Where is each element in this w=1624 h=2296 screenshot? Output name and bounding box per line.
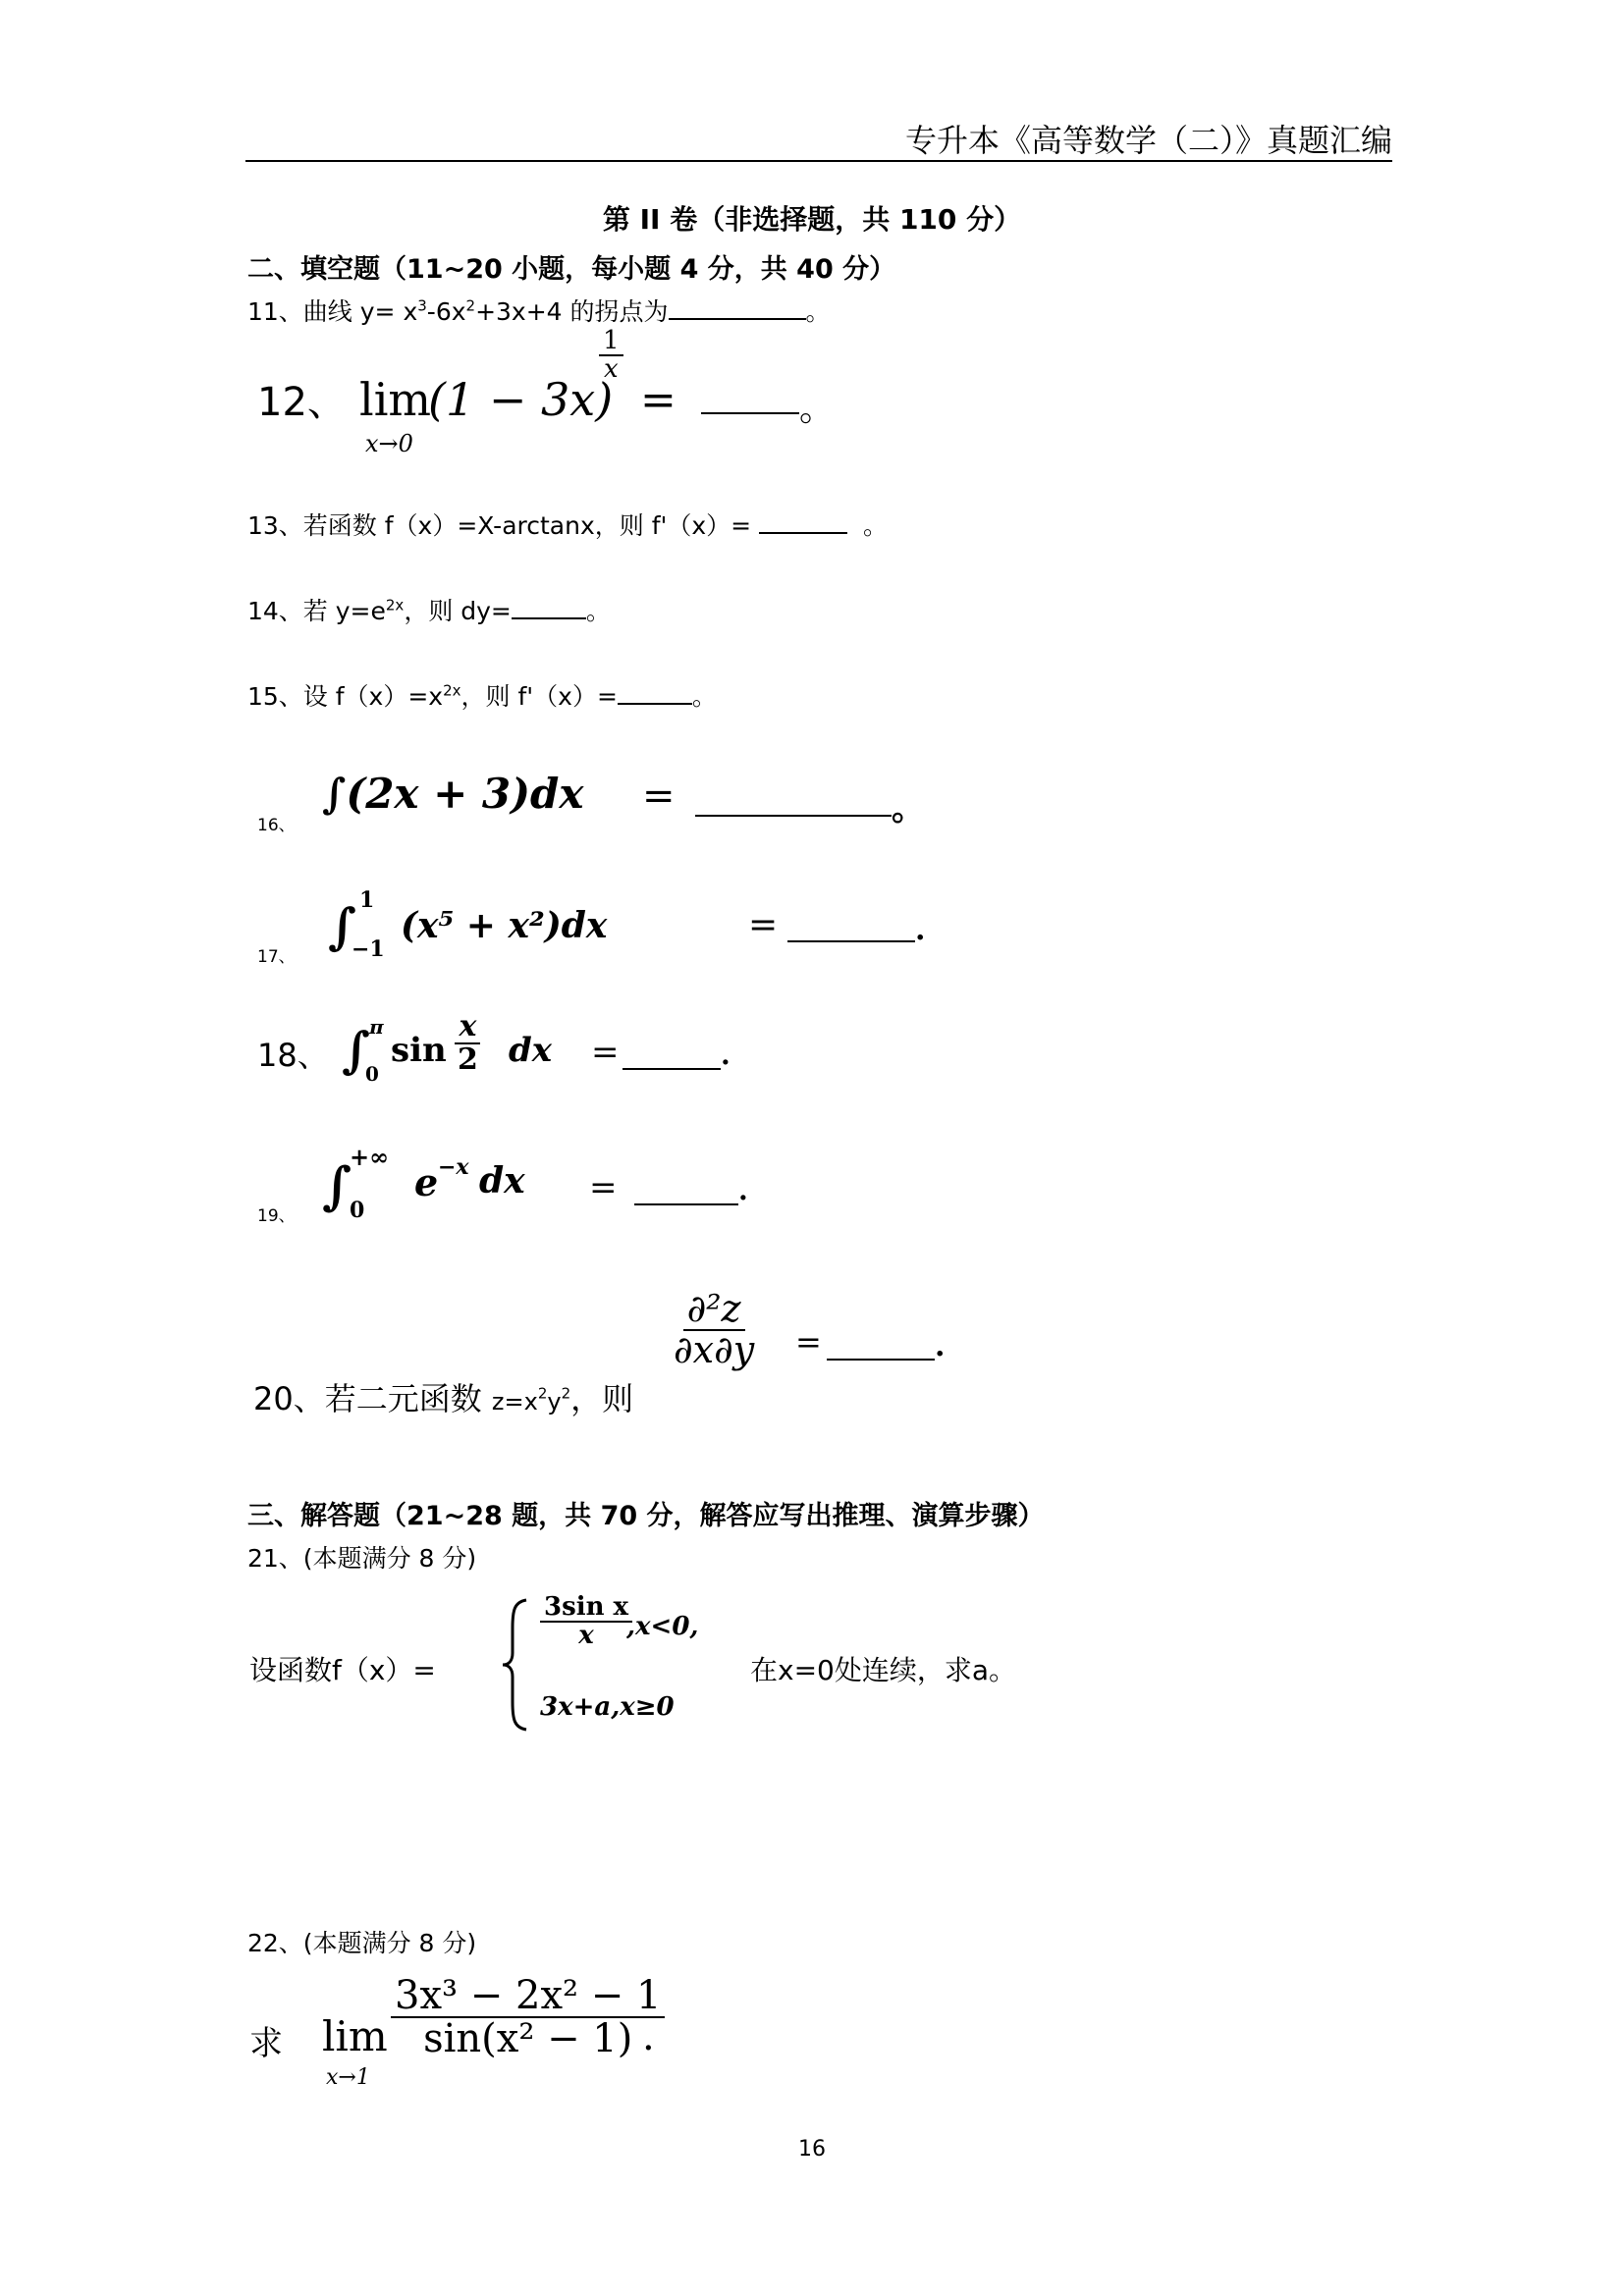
limit-subscript: x→1 <box>326 2065 370 2090</box>
answer-blank-17[interactable] <box>787 917 915 942</box>
question-17: 17、 ∫ 1 −1 (x⁵ + x²)dx = . <box>257 887 926 967</box>
section2-heading: 二、填空题（11~20 小题，每小题 4 分，共 40 分） <box>247 254 896 285</box>
exponent-fraction: $\frac{1}{x}$ <box>599 328 623 384</box>
limit-symbol: lim <box>359 373 432 426</box>
question-15: 15、设 $f(x)=x^{2x}$，则 f'（x）= 。 <box>247 677 717 713</box>
answer-blank-12[interactable] <box>701 389 799 414</box>
question-13: 13、若函数 f（x）=X-arctanx，则 f'（x）= 。 <box>247 507 888 542</box>
answer-blank-20[interactable] <box>827 1335 935 1361</box>
question-14: 14、若 $y=e^{2x}$，则 dy= 。 <box>247 592 611 627</box>
integral-expression: (x⁵ + x²)dx <box>401 905 608 946</box>
question-18: 18、 ∫ π 0 sin $\frac{x}{2}$ dx = . <box>257 1009 731 1086</box>
answer-blank-13[interactable] <box>759 508 847 534</box>
question-19: 19、 ∫ +∞ 0 e −x dx = . <box>257 1143 748 1226</box>
answer-blank-18[interactable] <box>623 1044 721 1070</box>
answer-blank-15[interactable] <box>618 679 692 705</box>
integral-sign: ∫ <box>342 1021 370 1079</box>
page-number: 16 <box>798 2137 826 2162</box>
partial-derivative-fraction: $\frac{\text{∂²z}}{\partial x\partial y}$ <box>674 1287 755 1371</box>
left-brace <box>501 1598 530 1732</box>
question-11: 11、曲线 $y= x^3-6x^2+3x+4$ 的拐点为 。 <box>247 293 831 328</box>
answer-blank-11[interactable] <box>669 294 806 320</box>
question-21-label: 21、(本题满分 8 分) <box>247 1544 477 1573</box>
answer-blank-14[interactable] <box>512 594 586 619</box>
question-12-label: 12、 <box>257 380 347 425</box>
equals-sign: = <box>640 375 677 425</box>
question-12: 12、 lim x→0 (1 − 3x) $\frac{1}{x}$ = 。 <box>257 326 836 457</box>
part-title: 第 II 卷（非选择题，共 110 分） <box>602 203 1022 236</box>
integral-expression: ∫(2x + 3)dx <box>322 770 584 818</box>
question-21: 设函数f（x）= $\frac{\text{3sin x}}{x}$ ,x<0, 3x+a,x≥0 在x=0处连续，求a。 <box>249 1594 1133 1741</box>
case-2: 3x+a,x≥0 <box>540 1692 675 1722</box>
answer-blank-16[interactable] <box>695 791 892 817</box>
case-1-fraction: $\frac{\text{3sin x}}{x}$ <box>540 1594 632 1650</box>
fraction-x-over-2: $\frac{x}{2}$ <box>454 1011 482 1075</box>
integral-sign: ∫ <box>322 1156 352 1216</box>
limit-expression: (1 − 3x) <box>428 373 614 426</box>
answer-blank-19[interactable] <box>634 1180 738 1205</box>
section3-heading: 三、解答题（21~28 题，共 70 分，解答应写出推理、演算步骤） <box>247 1501 1045 1531</box>
question-16: 16、 ∫(2x + 3)dx = 。 <box>257 770 925 835</box>
limit-symbol: lim <box>322 2012 388 2060</box>
question-22: 求 lim x→1 $\frac{\text{3x³ − 2x² − 1}}{\text{sin(x² − 1)}}$ . <box>249 1975 937 2103</box>
limit-subscript: x→0 <box>365 430 413 457</box>
question-20: 20、若二元函数 $z=x^2y^2$，则 $\frac{\text{∂²z}}{\partial x\partial y}$ = . <box>253 1287 946 1417</box>
question-22-label: 22、(本题满分 8 分) <box>247 1929 477 1957</box>
integral-sign: ∫ <box>328 897 356 955</box>
running-header: 专升本《高等数学（二）》真题汇编 <box>904 122 1392 159</box>
limit-fraction: $\frac{\text{3x³ − 2x² − 1}}{\text{sin(x² − 1)}}$ <box>391 1975 665 2059</box>
header-rule <box>245 160 1392 162</box>
